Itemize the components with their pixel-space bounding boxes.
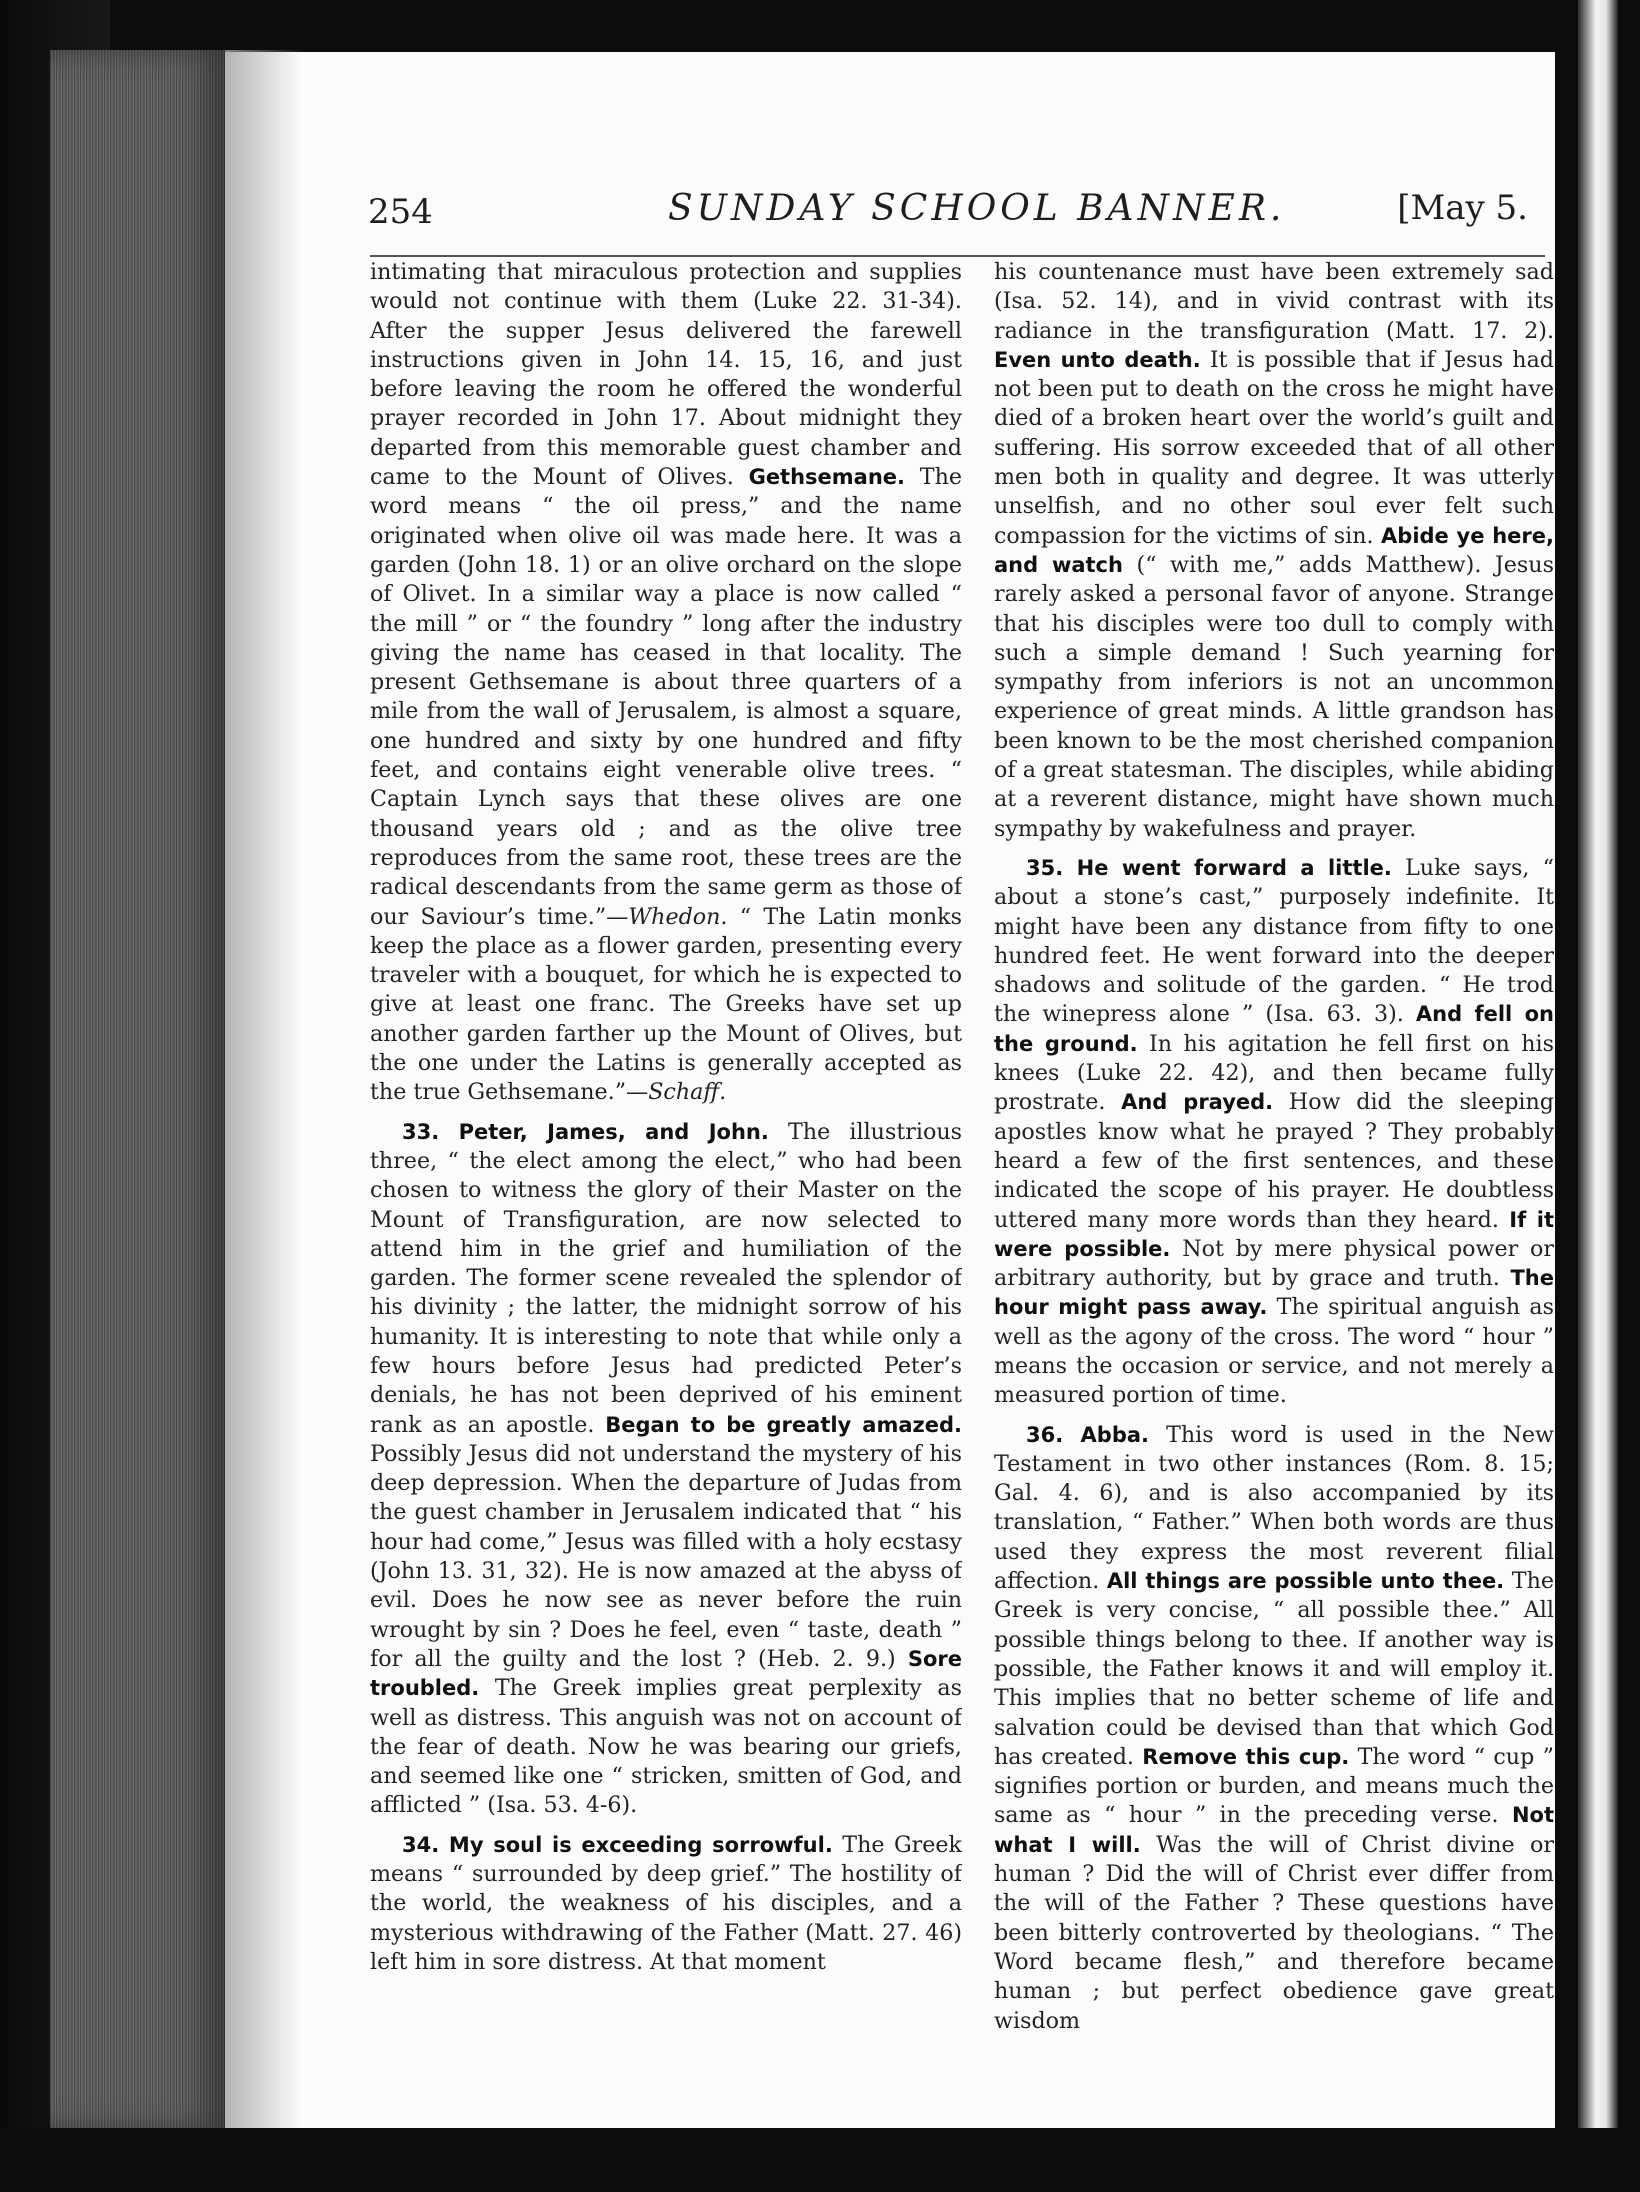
body-text: Was the will of Christ divine or human ? Did the will of Christ ever differ from the will of the Father ? These questions have been bitterly controverted by theologians. “ The Word became flesh,” and therefore became human ; but perfect obedience gave great wisdom [994,1831,1554,2034]
article-paragraph [370,1831,962,1977]
body-text: (“ with me,” adds Matthew). Jesus rarely asked a personal favor of anyone. Strange that his disciples were too dull to comply with such a simple demand ! Such yearning for sympathy from inferiors is not an uncommon experience of great minds. A little grandson has been known to be the most cherished companion of a great statesman. The disciples, while abiding at a reverent distance, might have shown much sympathy by wakefulness and prayer. [994,551,1554,842]
left-column [370,258,962,2058]
body-text: his countenance must have been extremely sad (Isa. 52. 14), and in vivid contrast with its radiance in the transfiguration (Matt. 17. 2). [994,259,1554,344]
key-phrase: All things are possible unto thee. [1106,1569,1505,1594]
verse-heading: 35. He went forward a little. [1026,855,1392,880]
right-column [994,258,1554,2058]
verse-heading: 36. Abba. [1026,1422,1149,1447]
citation: Schaff. [648,1079,727,1106]
body-text: Not by mere physical power or arbitrary authority, but by grace and truth. [994,1235,1554,1292]
key-phrase: And prayed. [1121,1090,1274,1115]
body-text: The Greek means “ surrounded by deep grief.” The hostility of the world, the weakness of his disciples, and a mysterious withdrawing of the Father (Matt. 27. 46) left him in sore distress. At that moment [370,1831,962,1975]
body-text: The illustrious three, “ the elect among the elect,” who had been chosen to witness the glory of their Master on the Mount of Transfiguration, are now selected to attend him in the grief and humiliation of the garden. The former scene revealed the splendor of his divinity ; the latter, the midnight sorrow of his humanity. It is interesting to note that while only a few hours before Jesus had predicted Peter’s denials, he has not been deprived of his eminent rank as an apostle. [370,1118,962,1438]
key-phrase: The hour might pass away. [994,1266,1554,1320]
key-phrase: Even unto death. [994,347,1201,372]
body-text: The Greek implies great perplexity as well as distress. This anguish was not on account of the fear of death. Now he was bearing our griefs, and seemed like one “ stricken, smitten of God, and afflicted ” (Isa. 53. 4-6). [370,1675,962,1819]
scan-top-border [0,0,1640,52]
issue-date: [May 5. [1397,188,1528,228]
article-paragraph [994,258,1554,844]
scan-bottom-border [0,2128,1640,2192]
article-paragraph [370,1118,962,1821]
body-text: intimating that miraculous protection and supplies would not continue with them (Luke 22. 31-34). After the supper Jesus delivered the farewell instructions given in John 14. 15, 16, and just before leaving the room he offered the wonderful prayer recorded in John 17. About midnight they departed from this memorable guest chamber and came to the Mount of Olives. [370,259,962,491]
article-paragraph [994,854,1554,1411]
body-text: It is possible that if Jesus had not been put to death on the cross he might have died of a broken heart over the world’s guilt and suffering. His sorrow exceeded that of all other men both in quality and degree. It was utterly unselfish, and no other soul ever felt such compassion for the victims of sin. [994,346,1554,549]
header-rule [370,255,1545,257]
key-phrase: If it were possible. [994,1207,1554,1261]
body-text: This word is used in the New Testament in two other instances (Rom. 8. 15; Gal. 4. 6), and is also accompanied by its translation, “ Father.” When both words are thus used they express the most reverent filial affection. [994,1421,1554,1595]
gutter-shadow [225,50,305,2130]
citation: Whedon. [628,903,728,930]
article-paragraph [994,1421,1554,2036]
body-text: In his agitation he fell first on his knees (Luke 22. 42), and then became fully prostrate. [994,1030,1554,1116]
running-title: SUNDAY SCHOOL BANNER. [668,188,1286,229]
body-text: The word “ cup ” signifies portion or burden, and means much the same as “ hour ” in the preceding verse. [994,1743,1554,1829]
body-text: Luke says, “ about a stone’s cast,” purposely indefinite. It might have been any distance from fifty to one hundred feet. He went forward into the deeper shadows and solitude of the garden. “ He trod the winepress alone ” (Isa. 63. 3). [994,854,1554,1028]
page-header [368,188,1558,248]
body-text: How did the sleeping apostles know what he prayed ? They probably heard a few of the first sentences, and these indicated the scope of his prayer. He doubtless uttered many more words than they heard. [994,1089,1554,1233]
key-phrase: Sore troubled. [370,1646,962,1701]
verse-heading: 33. Peter, James, and John. [402,1119,769,1144]
key-phrase: Remove this cup. [1142,1744,1350,1769]
page-number: 254 [368,192,433,232]
key-phrase: Not what I will. [994,1803,1554,1857]
page-edges [50,50,225,2130]
body-text: Possibly Jesus did not understand the mystery of his deep depression. When the departure of Judas from the guest chamber in Jerusalem indicated that “ his hour had come,” Jesus was filled with a holy ecstasy (John 13. 31, 32). He is now amazed at the abyss of evil. Does he now see as never before the ruin wrought by sin ? Does he feel, even “ taste, death ” for all the guilty and the lost ? (Heb. 2. 9.) [370,1440,962,1672]
body-text: The Greek is very concise, “ all possible thee.” All possible things belong to thee. If another way is possible, the Father knows it and will employ it. This implies that no better scheme of life and salvation could be devised than that which God has created. [994,1568,1554,1770]
key-phrase: Gethsemane. [748,465,906,490]
body-text: “ The Latin monks keep the place as a flower garden, presenting every traveler with a bouquet, for which he is expected to give at least one franc. The Greeks have set up another garden farther up the Mount of Olives, but the one under the Latins is generally accepted as the true Gethsemane.”— [370,903,962,1106]
next-page-edge [1578,0,1618,2192]
key-phrase: Began to be greatly amazed. [605,1412,962,1437]
body-text: The word means “ the oil press,” and the name originated when olive oil was made here. It was a garden (John 18. 1) or an olive orchard on the slope of Olivet. In a similar way a place is now called “ the mill ” or “ the foundry ” long after the industry giving the name has ceased in that locality. The present Gethsemane is about three quarters of a mile from the wall of Jerusalem, is almost a square, one hundred and sixty by one hundred and fifty feet, and contains eight venerable olive trees. “ Captain Lynch says that these olives are one thousand years old ; and as the olive tree reproduces from the same root, these trees are the radical descendants from the same germ as those of our Saviour’s time.”— [370,464,962,930]
verse-heading: 34. My soul is exceeding sorrowful. [402,1832,833,1857]
key-phrase: Abide ye here, and watch [994,523,1554,577]
body-text: The spiritual anguish as well as the agony of the cross. The word “ hour ” means the occasion or service, and not merely a measured portion of time. [994,1294,1554,1409]
article-paragraph [370,258,962,1108]
key-phrase: And fell on the ground. [994,1002,1554,1056]
